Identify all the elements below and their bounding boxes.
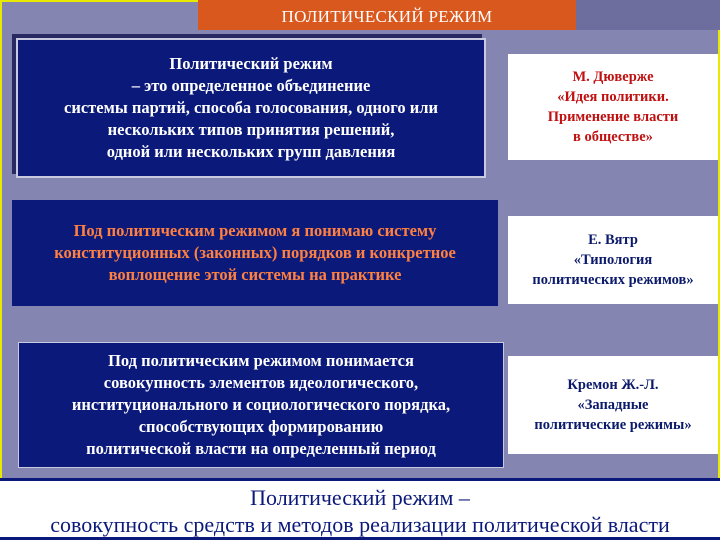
definition-line: конституционных (законных) порядков и конкретное — [54, 243, 456, 262]
definition-line: воплощение этой системы на практике — [108, 265, 402, 284]
definition-line: Под политическим режимом понимается — [108, 351, 414, 370]
conclusion-line: Политический режим – — [250, 485, 470, 510]
definition-line: институционального и социологического порядка, — [71, 395, 451, 414]
definition-box-cremont — [18, 342, 504, 468]
author-box-cremont — [508, 356, 718, 454]
definition-line: Под политическим режимом я понимаю систему — [73, 221, 437, 240]
author-line: «Типология — [573, 252, 653, 268]
author-line: «Идея политики. — [557, 89, 669, 105]
slide-title: ПОЛИТИЧЕСКИЙ РЕЖИМ — [198, 0, 576, 30]
conclusion-banner — [0, 478, 720, 540]
author-line: Е. Вятр — [588, 232, 638, 248]
title-stripe — [576, 0, 720, 30]
author-box-wiatr — [508, 216, 718, 304]
author-line: Кремон Ж.-Л. — [567, 377, 659, 393]
definition-line: – это определенное объединение — [131, 76, 371, 95]
definition-box-wiatr — [12, 200, 498, 306]
definition-line: системы партий, способа голосования, одного или — [64, 98, 438, 117]
definition-line: способствующих формированию — [138, 417, 384, 436]
definition-line: политической власти на определенный период — [86, 439, 436, 458]
author-line: Применение власти — [547, 109, 679, 125]
definition-box-duverger — [16, 38, 486, 178]
author-line: политические режимы» — [534, 417, 692, 433]
author-line: политических режимов» — [532, 272, 694, 288]
definition-line: нескольких типов принятия решений, — [107, 120, 395, 139]
conclusion-line: совокупность средств и методов реализации политической власти — [50, 512, 670, 537]
author-line: в обществе» — [573, 129, 653, 145]
author-line: «Западные — [577, 397, 649, 413]
definition-line: совокупность элементов идеологического, — [103, 373, 419, 392]
author-box-duverger — [508, 54, 718, 160]
definition-line: одной или нескольких групп давления — [106, 142, 396, 161]
definition-line: Политический режим — [169, 54, 333, 73]
author-line: М. Дюверже — [572, 69, 654, 85]
